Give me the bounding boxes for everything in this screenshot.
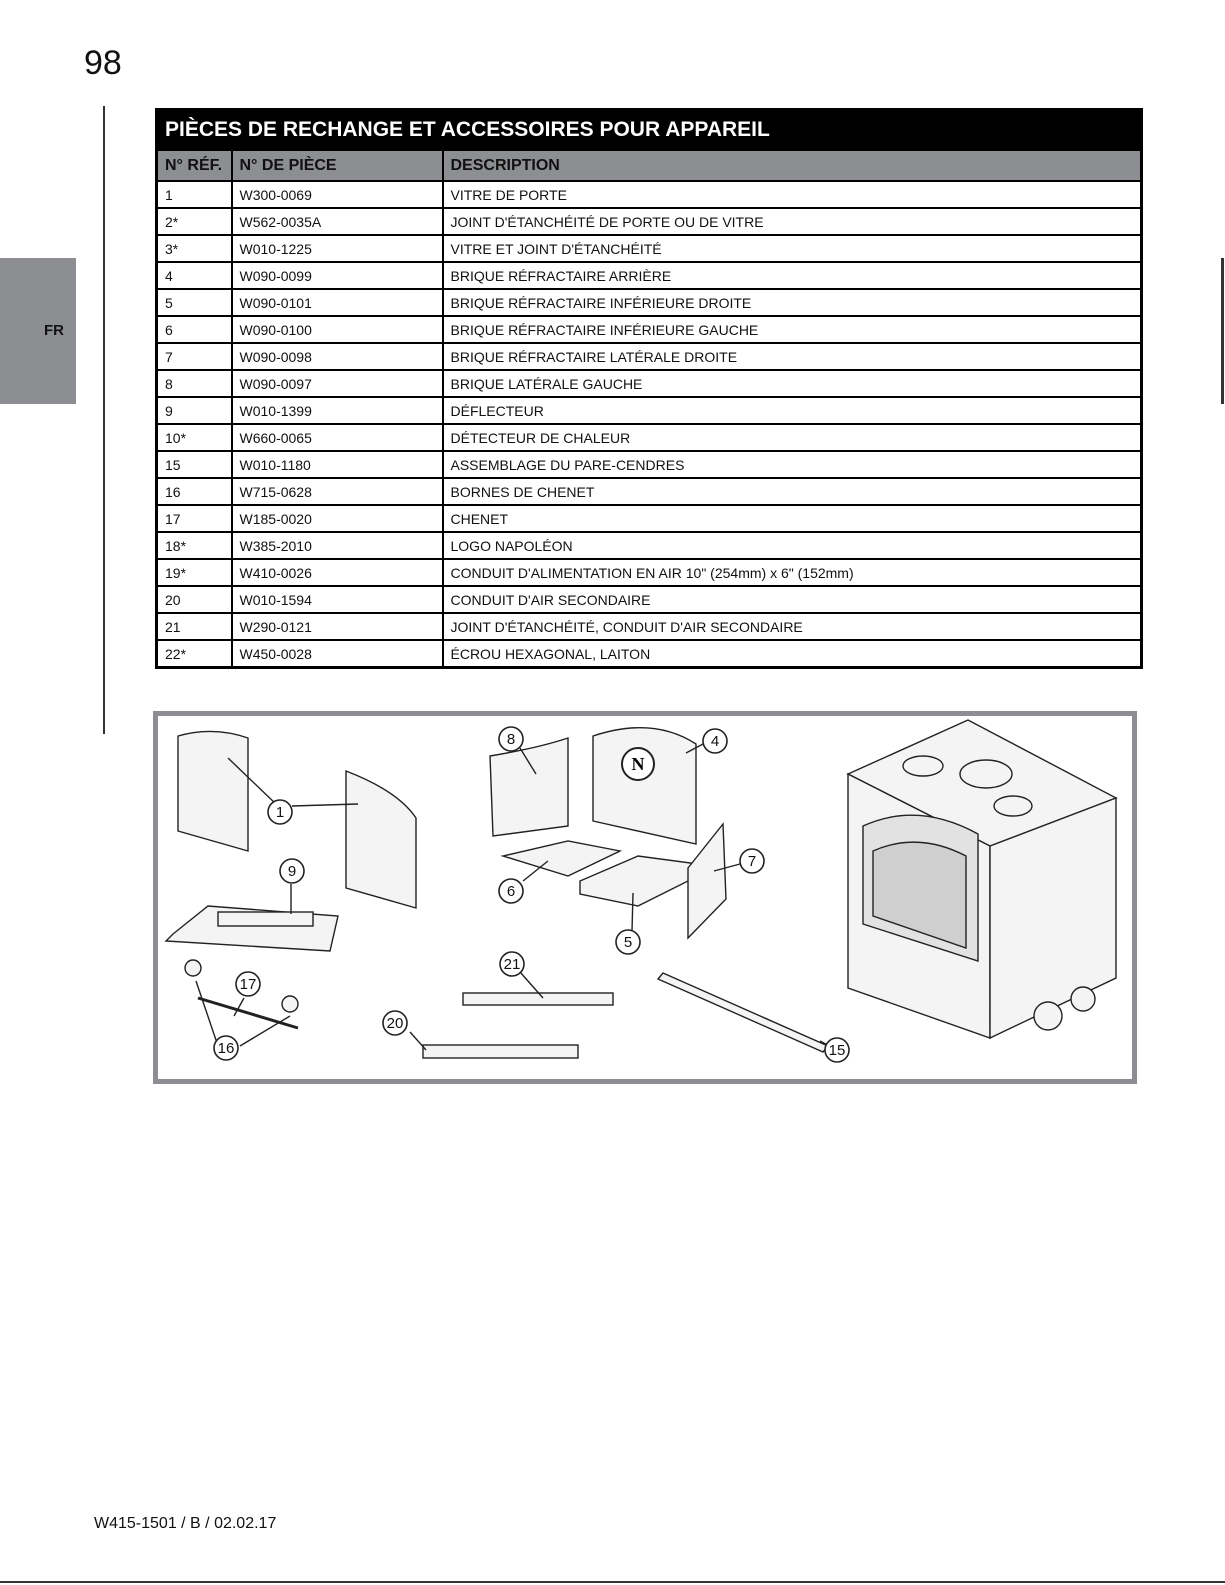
secondary-air-gasket: [463, 993, 613, 1005]
table-row: [157, 316, 1142, 343]
svg-text:4: 4: [710, 733, 720, 750]
language-tab: [0, 258, 76, 404]
description-cell: JOINT D'ÉTANCHÉITÉ DE PORTE OU DE VITRE: [443, 208, 1142, 235]
description-cell: BORNES DE CHENET: [443, 478, 1142, 505]
svg-text:9: 9: [287, 863, 297, 880]
leader-17: [234, 998, 244, 1016]
part-no-cell: W300-0069: [232, 181, 443, 208]
header-description: DESCRIPTION: [443, 150, 1142, 181]
description-cell: DÉTECTEUR DE CHALEUR: [443, 424, 1142, 451]
table-row: [157, 586, 1142, 613]
andiron-post-right: [282, 996, 298, 1012]
callout-9: [280, 859, 304, 883]
ref-no-cell: 18*: [157, 532, 232, 559]
table-title: PIÈCES DE RECHANGE ET ACCESSOIRES POUR APPAREIL: [157, 110, 1142, 151]
ref-no-cell: 8: [157, 370, 232, 397]
svg-text:16: 16: [217, 1040, 235, 1057]
description-cell: CONDUIT D'AIR SECONDAIRE: [443, 586, 1142, 613]
language-tab-label: FR: [44, 322, 64, 339]
part-no-cell: W660-0065: [232, 424, 443, 451]
table-row: [157, 235, 1142, 262]
firebrick-left-side: [490, 738, 568, 836]
callout-4: [703, 729, 727, 753]
description-cell: VITRE ET JOINT D'ÉTANCHÉITÉ: [443, 235, 1142, 262]
svg-text:21: 21: [503, 956, 521, 973]
ref-no-cell: 4: [157, 262, 232, 289]
header-ref-no: N° RÉF.: [157, 150, 232, 181]
ref-no-cell: 10*: [157, 424, 232, 451]
table-row: [157, 181, 1142, 208]
table-row: [157, 559, 1142, 586]
margin-rule: [103, 106, 105, 734]
part-no-cell: W010-1594: [232, 586, 443, 613]
andiron-post-left: [185, 960, 201, 976]
parts-diagram: [153, 711, 1137, 1084]
exploded-view-drawing: [158, 716, 1132, 1079]
part-no-cell: W385-2010: [232, 532, 443, 559]
right-edge-rule: [1221, 258, 1224, 404]
description-cell: ASSEMBLAGE DU PARE-CENDRES: [443, 451, 1142, 478]
leader-20: [410, 1032, 426, 1050]
part-no-cell: W562-0035A: [232, 208, 443, 235]
ref-no-cell: 9: [157, 397, 232, 424]
svg-text:5: 5: [623, 934, 633, 951]
napoleon-logo-letter: N: [631, 754, 645, 774]
header-part-no: N° DE PIÈCE: [232, 150, 443, 181]
callout-6: [499, 879, 523, 903]
table-row: [157, 262, 1142, 289]
ref-no-cell: 15: [157, 451, 232, 478]
table-row: [157, 532, 1142, 559]
leader-16a: [196, 981, 218, 1046]
deflector-rib: [218, 912, 313, 926]
part-no-cell: W185-0020: [232, 505, 443, 532]
ref-no-cell: 20: [157, 586, 232, 613]
parts-table: [155, 108, 1143, 669]
description-cell: BRIQUE RÉFRACTAIRE ARRIÈRE: [443, 262, 1142, 289]
svg-text:15: 15: [828, 1042, 846, 1059]
part-no-cell: W410-0026: [232, 559, 443, 586]
callout-21: [500, 952, 524, 976]
svg-text:20: 20: [386, 1015, 404, 1032]
leader-16b: [240, 1016, 290, 1046]
table-row: [157, 613, 1142, 640]
ref-no-cell: 2*: [157, 208, 232, 235]
ref-no-cell: 3*: [157, 235, 232, 262]
part-no-cell: W010-1180: [232, 451, 443, 478]
description-cell: CHENET: [443, 505, 1142, 532]
description-cell: BRIQUE RÉFRACTAIRE INFÉRIEURE DROITE: [443, 289, 1142, 316]
ref-no-cell: 21: [157, 613, 232, 640]
table-row: [157, 370, 1142, 397]
page-number: 98: [84, 44, 122, 82]
part-no-cell: W290-0121: [232, 613, 443, 640]
ref-no-cell: 17: [157, 505, 232, 532]
stove-illustration: [848, 720, 1116, 1038]
description-cell: DÉFLECTEUR: [443, 397, 1142, 424]
ref-no-cell: 6: [157, 316, 232, 343]
part-no-cell: W450-0028: [232, 640, 443, 668]
bottom-rule: [0, 1581, 1225, 1583]
table-row: [157, 289, 1142, 316]
part-no-cell: W090-0098: [232, 343, 443, 370]
ref-no-cell: 7: [157, 343, 232, 370]
svg-text:6: 6: [506, 883, 516, 900]
table-row: [157, 478, 1142, 505]
table-row: [157, 505, 1142, 532]
svg-text:17: 17: [239, 976, 257, 993]
table-row: [157, 343, 1142, 370]
description-cell: BRIQUE LATÉRALE GAUCHE: [443, 370, 1142, 397]
description-cell: LOGO NAPOLÉON: [443, 532, 1142, 559]
part-no-cell: W090-0100: [232, 316, 443, 343]
ash-fender: [658, 973, 828, 1052]
firebrick-bottom-right: [580, 856, 698, 906]
door-glass-right: [346, 771, 416, 908]
ref-no-cell: 1: [157, 181, 232, 208]
callout-5: [616, 930, 640, 954]
ref-no-cell: 16: [157, 478, 232, 505]
callout-1: [268, 800, 292, 824]
callout-8: [499, 727, 523, 751]
description-cell: BRIQUE RÉFRACTAIRE INFÉRIEURE GAUCHE: [443, 316, 1142, 343]
table-row: [157, 424, 1142, 451]
document-code: W415-1501 / B / 02.02.17: [94, 1515, 277, 1532]
table-row: [157, 397, 1142, 424]
part-no-cell: W090-0097: [232, 370, 443, 397]
description-cell: VITRE DE PORTE: [443, 181, 1142, 208]
ref-no-cell: 22*: [157, 640, 232, 668]
callout-20: [383, 1011, 407, 1035]
callout-7: [740, 849, 764, 873]
callout-17: [236, 972, 260, 996]
description-cell: JOINT D'ÉTANCHÉITÉ, CONDUIT D'AIR SECONDAIRE: [443, 613, 1142, 640]
table-row: [157, 208, 1142, 235]
callout-16: [214, 1036, 238, 1060]
firebrick-back: [593, 728, 696, 844]
ref-no-cell: 19*: [157, 559, 232, 586]
svg-text:8: 8: [506, 731, 516, 748]
description-cell: ÉCROU HEXAGONAL, LAITON: [443, 640, 1142, 668]
part-no-cell: W010-1225: [232, 235, 443, 262]
table-row: [157, 451, 1142, 478]
description-cell: CONDUIT D'ALIMENTATION EN AIR 10" (254mm) x 6" (152mm): [443, 559, 1142, 586]
leader-5: [632, 893, 633, 931]
svg-text:7: 7: [747, 853, 757, 870]
secondary-air-tube: [423, 1045, 578, 1058]
ref-no-cell: 5: [157, 289, 232, 316]
table-row: [157, 640, 1142, 668]
part-no-cell: W090-0101: [232, 289, 443, 316]
callout-15: [825, 1038, 849, 1062]
svg-text:1: 1: [275, 804, 285, 821]
part-no-cell: W090-0099: [232, 262, 443, 289]
part-no-cell: W010-1399: [232, 397, 443, 424]
description-cell: BRIQUE RÉFRACTAIRE LATÉRALE DROITE: [443, 343, 1142, 370]
parts-table-body: [157, 181, 1142, 668]
door-glass-left: [178, 731, 248, 851]
part-no-cell: W715-0628: [232, 478, 443, 505]
